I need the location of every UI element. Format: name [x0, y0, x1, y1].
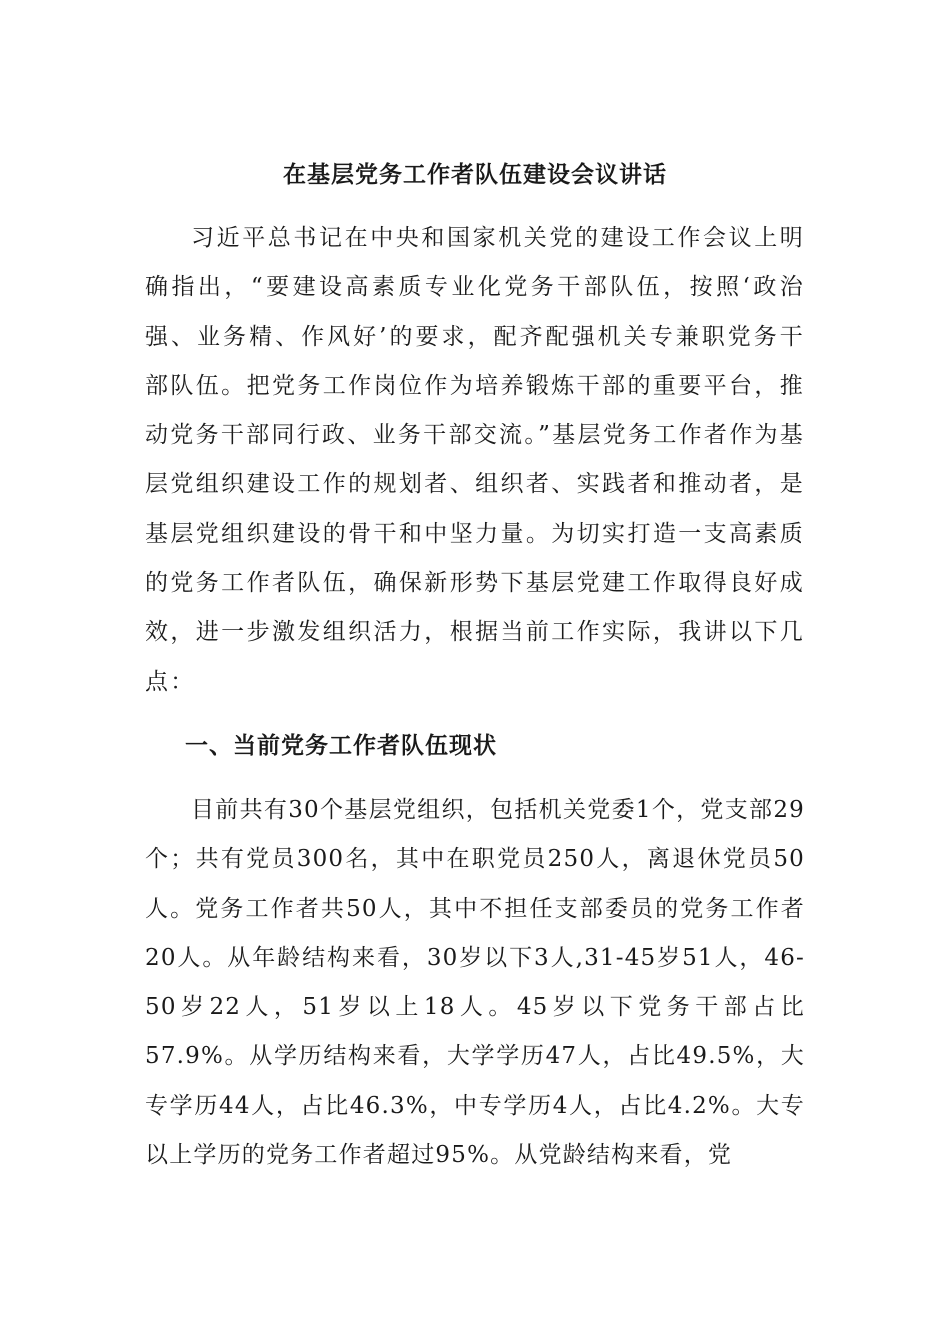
status-paragraph: 目前共有30个基层党组织，包括机关党委1个，党支部29个；共有党员300名，其中在职党员250人，离退休党员50人。党务工作者共50人，其中不担任支部委员的党务工作者20人。从年龄结构来看，30岁以下3人,31-45岁51人，46-50岁22人，51岁以上18人。45岁以下党务干部占比57.9%。从学历结构来看，大学学历47人，占比49.5%，大专学历44人，占比46.3%，中专学历4人，占比4.2%。大专以上学历的党务工作者超过95%。从党龄结构来看，党 — [145, 797, 805, 1169]
document-title: 在基层党务工作者队伍建设会议讲话 — [283, 161, 667, 188]
intro-paragraph: 习近平总书记在中央和国家机关党的建设工作会议上明确指出，“要建设高素质专业化党务干部队伍，按照‘政治强、业务精、作风好’的要求，配齐配强机关专兼职党务干部队伍。把党务工作岗位作为培养锻炼干部的重要平台，推动党务干部同行政、业务干部交流。”基层党务工作者作为基层党组织建设工作的规划者、组织者、实践者和推动者，是基层党组织建设的骨干和中坚力量。为切实打造一支高素质的党务工作者队伍，确保新形势下基层党建工作取得良好成效，进一步激发组织活力，根据当前工作实际，我讲以下几点： — [145, 225, 805, 695]
section-heading: 一、当前党务工作者队伍现状 — [185, 732, 497, 759]
